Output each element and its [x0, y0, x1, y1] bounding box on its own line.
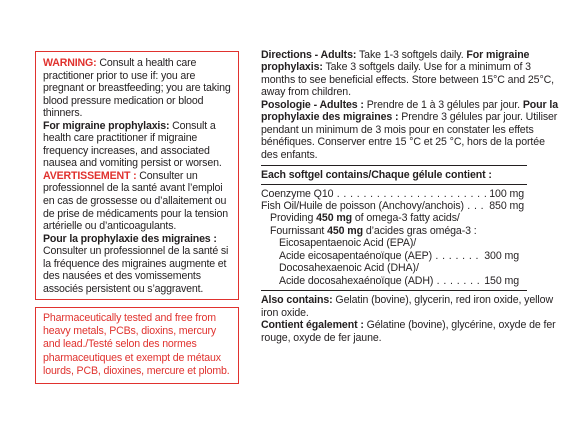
providing-amount: 450 mg — [316, 212, 353, 225]
fournissant-line — [261, 225, 561, 237]
directions-column — [261, 49, 561, 344]
directions-en — [261, 49, 561, 99]
ingredient-label: Acide docosahexaénoïque (ADH) . . . — [279, 275, 481, 287]
providing-post: of omega-3 fatty acids/ — [352, 212, 460, 225]
dha-en: Docosahexaenoic Acid (DHA)/ — [279, 262, 419, 275]
ingredient-amount: 100 mg — [489, 187, 524, 200]
fournissant-amount: 450 mg — [327, 224, 364, 237]
contient-text: Gélatine (bovine), glycérine, oxyde de fer rouge, oxyde de fer jaune. — [261, 319, 556, 344]
migraine-fr-text: Consulter un professionnel de la santé si la fréquence des migraines augmente et des nausées et des vomissements associés persistent ou s’aggravent. — [43, 245, 229, 295]
also-heading: Also contains: — [261, 294, 333, 307]
tested-box — [35, 307, 239, 384]
ingredient-coq10 — [261, 188, 524, 200]
warning-text: Consult a health care practitioner prior to use if: you are pregnant or breastfeeding; you are taking blood pressure medication or blood thinners. — [43, 57, 231, 120]
tested-text: Pharmaceutically tested and free from heavy metals, PCBs, dioxins, mercury and lead./Testé selon des normes pharmaceutiques et exempt de métaux lourds, PCB, dioxines, mercure et plomb. — [43, 312, 230, 377]
posologie-heading: Posologie - Adultes : — [261, 98, 364, 111]
avertissement-heading: AVERTISSEMENT : — [43, 169, 137, 182]
warning-en — [43, 57, 232, 120]
ingredient-label: Acide eicosapentaénoïque (AEP) . . . — [279, 250, 481, 262]
ingredient-fish-oil — [261, 200, 524, 212]
contient-heading: Contient également : — [261, 319, 364, 332]
warnings-box — [35, 51, 239, 300]
directions-heading: Directions - Adults: — [261, 49, 357, 61]
migraine-fr-heading: Pour la prophylaxie des migraines : — [43, 232, 217, 245]
divider — [261, 290, 527, 291]
directions-migraine-text: Take 3 softgels daily. Use for a minimum of 3 months to see beneficial effects. Store between 15°C and 25°C, away from children. — [261, 61, 554, 99]
providing-pre: Providing — [270, 212, 317, 225]
also-contains-en — [261, 294, 561, 319]
migraine-text: Consult a health care practitioner if migraine frequency increases, and associated nausea and vomiting persist or worsen. — [43, 119, 222, 170]
posologie-migraine-heading: Pour la prophylaxie des migraines : — [261, 98, 559, 124]
warning-migraine-en — [43, 120, 232, 170]
warning-fr — [43, 170, 232, 233]
contents-heading: Each softgel contains/Chaque gélule contient : — [261, 169, 492, 182]
warning-migraine-fr — [43, 233, 232, 296]
warning-heading: WARNING: — [43, 57, 97, 69]
ingredient-label: Coenzyme Q10 . . . — [261, 188, 486, 200]
posologie-migraine-text: Prendre 3 gélules par jour. Utiliser pendant un minimum de 3 mois pour en constater les effets bénéfiques. Conserver entre 15 °C et 25 °C, hors de la portée des enfants. — [261, 111, 558, 161]
epa-en: Eicosapentaenoic Acid (EPA)/ — [279, 237, 417, 250]
divider — [261, 165, 527, 166]
avertissement-text: Consulter un professionnel de la santé avant l’emploi en cas de grossesse ou d’allaitement ou de prise de médicaments pour la tension artérielle ou d’anticoagulants. — [43, 169, 228, 233]
migraine-heading: For migraine prophylaxis: — [43, 119, 170, 132]
ingredient-amount: 150 mg — [484, 274, 519, 287]
ingredient-epa — [261, 250, 519, 262]
ingredient-label: Fish Oil/Huile de poisson (Anchovy/anchois) . . . — [261, 200, 486, 212]
divider — [261, 184, 527, 185]
fournissant-pre: Fournissant — [270, 224, 328, 237]
posologie-text: Prendre de 1 à 3 gélules par jour. — [363, 98, 523, 111]
posologie-fr — [261, 99, 561, 161]
also-text: Gelatin (bovine), glycerin, red iron oxide, yellow iron oxide. — [261, 294, 554, 319]
directions-text: Take 1-3 softgels daily. — [356, 49, 467, 61]
ingredient-dha — [261, 275, 519, 287]
fournissant-post: d’acides gras oméga-3 : — [363, 224, 477, 237]
directions-migraine-heading: For migraine prophylaxis: — [261, 49, 530, 74]
ingredient-amount: 300 mg — [484, 249, 519, 262]
ingredient-amount: 850 mg — [489, 199, 524, 212]
providing-line — [261, 212, 561, 224]
also-contains-fr — [261, 319, 561, 344]
